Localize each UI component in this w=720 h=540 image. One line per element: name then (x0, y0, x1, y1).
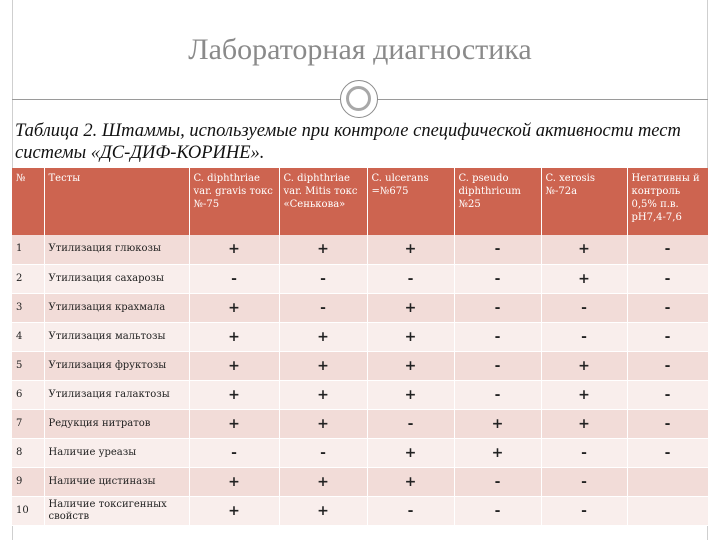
row-number: 9 (12, 467, 44, 496)
result-cell: - (454, 380, 541, 409)
result-cell: + (541, 264, 627, 293)
table-header-row (12, 168, 708, 235)
result-cell: + (279, 380, 367, 409)
header-strain-pseudodiphthricum: C. pseudo diphthricum №25 (454, 168, 541, 235)
row-number: 7 (12, 409, 44, 438)
row-test-name: Наличие уреазы (44, 438, 189, 467)
row-number: 2 (12, 264, 44, 293)
result-cell: + (279, 235, 367, 264)
table-row (12, 380, 708, 409)
result-cell: - (627, 380, 708, 409)
strains-table (12, 168, 709, 526)
header-strain-gravis: C. diphthriae var. gravis токс №-75 (189, 168, 279, 235)
result-cell: + (367, 322, 454, 351)
result-cell: - (541, 293, 627, 322)
result-cell: + (189, 293, 279, 322)
result-cell: + (367, 293, 454, 322)
result-cell: - (627, 438, 708, 467)
result-cell: + (541, 380, 627, 409)
result-cell: + (189, 235, 279, 264)
table-row (12, 409, 708, 438)
row-number: 3 (12, 293, 44, 322)
result-cell: - (367, 264, 454, 293)
row-test-name: Утилизация сахарозы (44, 264, 189, 293)
result-cell: - (454, 293, 541, 322)
result-cell: - (541, 467, 627, 496)
result-cell: - (627, 264, 708, 293)
result-cell: + (189, 351, 279, 380)
row-test-name: Утилизация крахмала (44, 293, 189, 322)
row-test-name: Утилизация глюкозы (44, 235, 189, 264)
result-cell (627, 467, 708, 496)
result-cell: - (541, 496, 627, 525)
header-strain-ulcerans: C. ulcerans =№675 (367, 168, 454, 235)
row-number: 5 (12, 351, 44, 380)
result-cell: - (454, 235, 541, 264)
result-cell: - (279, 293, 367, 322)
row-test-name: Утилизация галактозы (44, 380, 189, 409)
result-cell: - (189, 438, 279, 467)
result-cell: - (627, 235, 708, 264)
header-number: № (12, 168, 44, 235)
result-cell: + (279, 351, 367, 380)
result-cell: + (189, 496, 279, 525)
table-row (12, 293, 708, 322)
table-row (12, 351, 708, 380)
row-number: 6 (12, 380, 44, 409)
row-number: 4 (12, 322, 44, 351)
result-cell: - (627, 409, 708, 438)
table-row (12, 264, 708, 293)
result-cell: - (541, 322, 627, 351)
table-caption: Таблица 2. Штаммы, используемые при контроле специфической активности тест системы «ДС-ДИФ-КОРИНЕ». (15, 121, 681, 163)
table-row (12, 322, 708, 351)
result-cell: - (454, 264, 541, 293)
slide-title: Лабораторная диагностика (188, 33, 532, 66)
result-cell: + (367, 380, 454, 409)
result-cell: + (454, 438, 541, 467)
row-test-name: Наличие токсигенных свойств (44, 496, 189, 525)
result-cell: - (541, 438, 627, 467)
header-strain-xerosis: C. xerosis №-72а (541, 168, 627, 235)
row-number: 10 (12, 496, 44, 525)
result-cell: + (541, 351, 627, 380)
table-row (12, 235, 708, 264)
result-cell: + (367, 467, 454, 496)
result-cell: - (454, 496, 541, 525)
result-cell: - (367, 409, 454, 438)
row-test-name: Утилизация фруктозы (44, 351, 189, 380)
result-cell: + (454, 409, 541, 438)
table-row (12, 467, 708, 496)
row-number: 1 (12, 235, 44, 264)
result-cell (627, 496, 708, 525)
result-cell: - (627, 351, 708, 380)
result-cell: - (627, 322, 708, 351)
result-cell: - (279, 264, 367, 293)
result-cell: + (367, 351, 454, 380)
result-cell: + (279, 322, 367, 351)
row-test-name: Утилизация мальтозы (44, 322, 189, 351)
result-cell: + (189, 380, 279, 409)
result-cell: + (541, 409, 627, 438)
result-cell: - (454, 467, 541, 496)
row-test-name: Наличие цистиназы (44, 467, 189, 496)
header-negative-control: Негативны й контроль 0,5% п.в. рН7,4-7,6 (627, 168, 708, 235)
result-cell: + (367, 235, 454, 264)
result-cell: - (367, 496, 454, 525)
table-row (12, 496, 708, 525)
header-strain-mitis: C. diphthriae var. Mitis токс «Сенькова» (279, 168, 367, 235)
table-body (12, 235, 708, 525)
result-cell: + (279, 409, 367, 438)
result-cell: + (189, 322, 279, 351)
result-cell: - (454, 322, 541, 351)
result-cell: - (189, 264, 279, 293)
header-tests: Тесты (44, 168, 189, 235)
result-cell: - (454, 351, 541, 380)
result-cell: + (189, 467, 279, 496)
result-cell: + (541, 235, 627, 264)
table-row (12, 438, 708, 467)
row-number: 8 (12, 438, 44, 467)
result-cell: + (189, 409, 279, 438)
row-test-name: Редукция нитратов (44, 409, 189, 438)
result-cell: - (627, 293, 708, 322)
circle-ornament-icon (340, 80, 378, 118)
result-cell: + (279, 496, 367, 525)
result-cell: - (279, 438, 367, 467)
result-cell: + (367, 438, 454, 467)
result-cell: + (279, 467, 367, 496)
